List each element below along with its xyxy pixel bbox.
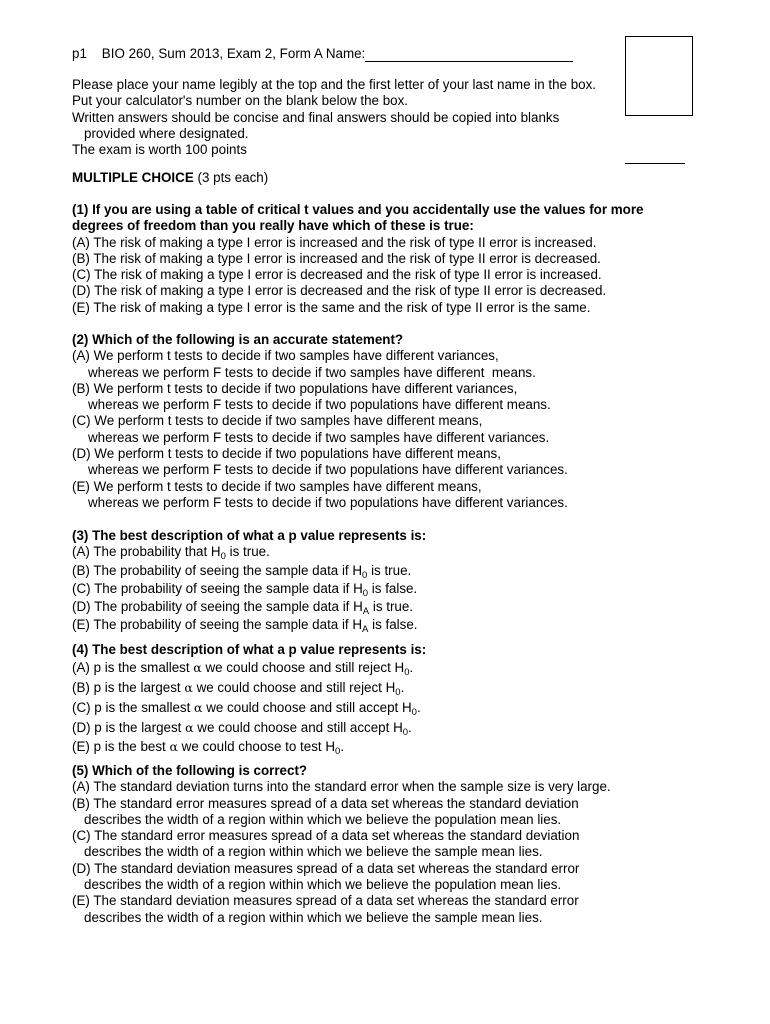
question-2: [72, 332, 568, 511]
section-title: MULTIPLE CHOICE: [72, 170, 194, 185]
answer-option: (C) The probability of seeing the sample data if $H_0$ is false.: [72, 580, 418, 599]
answer-option: (D) p is the largest α we could choose and still accept $H_0$.: [72, 719, 412, 738]
answer-option-cont: describes the width of a region within which we believe the sample mean lies.: [84, 909, 543, 925]
answer-option: (D) The risk of making a type I error is decreased and the risk of type II error is decreased.: [72, 283, 607, 299]
answer-option-cont: whereas we perform F tests to decide if two samples have different variances.: [88, 429, 550, 445]
answer-option: (A) We perform t tests to decide if two samples have different variances,: [72, 348, 499, 364]
question-prompt: (2) Which of the following is an accurate statement?: [72, 332, 404, 347]
instruction-line: The exam is worth 100 points: [72, 142, 247, 158]
answer-option: (A) The standard deviation turns into the standard error when the sample size is very large.: [72, 779, 611, 795]
instructions: [72, 77, 596, 158]
answer-option-cont: whereas we perform F tests to decide if two populations have different variances.: [88, 462, 568, 478]
page-label: p1: [72, 46, 87, 61]
answer-option: (B) The probability of seeing the sample data if $H_0$ is true.: [72, 562, 412, 581]
answer-option: (A) The probability that $H_0$ is true.: [72, 544, 270, 563]
question-4: [72, 642, 426, 758]
last-initial-box[interactable]: [625, 36, 693, 116]
answer-option-cont: whereas we perform F tests to decide if two samples have different means.: [88, 364, 536, 380]
answer-option: (A) p is the smallest α we could choose and still reject $H_0$.: [72, 660, 414, 679]
question-prompt: degrees of freedom than you really have which of these is true:: [72, 218, 474, 234]
answer-option: (E) We perform t tests to decide if two samples have different means,: [72, 478, 482, 494]
exam-header: [72, 46, 573, 62]
question-3: [72, 528, 426, 636]
answer-option: (E) The standard deviation measures spread of a data set whereas the standard error: [72, 893, 579, 909]
question-prompt: (3) The best description of what a p value represents is:: [72, 528, 427, 543]
answer-option: (C) We perform t tests to decide if two samples have different means,: [72, 413, 483, 429]
question-prompt: (5) Which of the following is correct?: [72, 763, 308, 778]
answer-option: (C) p is the smallest α we could choose and still accept $H_0$.: [72, 699, 421, 718]
course-title: BIO 260, Sum 2013, Exam 2, Form A Name:: [101, 46, 366, 61]
answer-option: (B) We perform t tests to decide if two populations have different variances,: [72, 380, 518, 396]
answer-option: (E) p is the best α we could choose to test $H_0$.: [72, 739, 345, 758]
answer-option: (B) The risk of making a type I error is increased and the risk of type II error is decreased.: [72, 250, 601, 266]
answer-option-cont: describes the width of a region within which we believe the population mean lies.: [84, 811, 562, 827]
question-5: [72, 763, 611, 926]
name-blank[interactable]: [365, 47, 573, 62]
answer-option: (C) The standard error measures spread of a data set whereas the standard deviation: [72, 828, 580, 844]
answer-option: (E) The probability of seeing the sample data if $H_A$ is false.: [72, 617, 418, 636]
answer-option: (D) We perform t tests to decide if two populations have different means,: [72, 446, 501, 462]
question-1: [72, 202, 644, 316]
answer-option: (D) The standard deviation measures spread of a data set whereas the standard error: [72, 860, 580, 876]
instruction-line: provided where designated.: [84, 125, 249, 141]
instruction-line: Put your calculator's number on the blank below the box.: [72, 93, 409, 109]
question-prompt: (1) If you are using a table of critical t values and you accidentally use the values for more: [72, 202, 644, 217]
answer-option: (A) The risk of making a type I error is increased and the risk of type II error is increased.: [72, 234, 597, 250]
section-heading: [72, 170, 268, 186]
answer-option: (B) p is the largest α we could choose and still reject $H_0$.: [72, 680, 405, 699]
section-points: (3 pts each): [197, 170, 269, 185]
answer-option: (D) The probability of seeing the sample data if $H_A$ is true.: [72, 599, 414, 618]
answer-option: (C) The risk of making a type I error is decreased and the risk of type II error is increased.: [72, 267, 602, 283]
answer-option-cont: describes the width of a region within which we believe the sample mean lies.: [84, 844, 543, 860]
instruction-line: Written answers should be concise and final answers should be copied into blanks: [72, 109, 560, 125]
answer-option-cont: whereas we perform F tests to decide if two populations have different means.: [88, 397, 551, 413]
answer-option: (E) The risk of making a type I error is the same and the risk of type II error is the same.: [72, 299, 591, 315]
question-prompt: (4) The best description of what a p value represents is:: [72, 642, 427, 657]
answer-option-cont: describes the width of a region within which we believe the population mean lies.: [84, 877, 562, 893]
answer-option: (B) The standard error measures spread of a data set whereas the standard deviation: [72, 795, 579, 811]
answer-option-cont: whereas we perform F tests to decide if two populations have different variances.: [88, 494, 568, 510]
instruction-line: Please place your name legibly at the top and the first letter of your last name in the box.: [72, 77, 597, 92]
calculator-number-blank[interactable]: [625, 163, 685, 164]
